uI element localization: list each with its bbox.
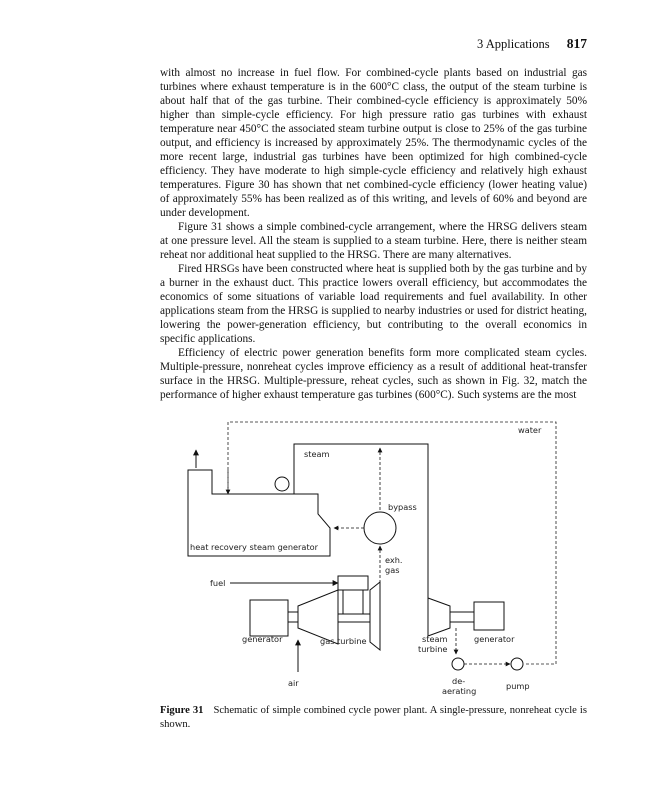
page-number: 817 [566, 36, 587, 51]
label-steam: steam [304, 449, 330, 459]
body-text [160, 66, 587, 402]
label-fuel: fuel [210, 578, 226, 588]
deaerator [452, 658, 464, 670]
label-hrsg: heat recovery steam generator [190, 542, 319, 552]
label-generator-right: generator [474, 634, 515, 644]
paragraph: Efficiency of electric power generation benefits form more complicated steam cycles. Multiple-pressure, nonreheat cycles improve efficiency as a result of additional heat-transfer surface in the HRSG. Multiple-pressure, reheat cycles, such as shown in Fig. 32, match the performance of higher exhaust temperature gas turbines (600°C). Such systems are the most [160, 347, 587, 401]
generator-left [250, 600, 288, 636]
label-bypass: bypass [388, 502, 417, 512]
pump [511, 658, 523, 670]
paragraph: Figure 31 shows a simple combined-cycle arrangement, where the HRSG delivers steam at one pressure level. All the steam is supplied to a steam turbine. Here, there is neither steam reheat nor additional heat supplied to the HRSG. There are many alternatives. [160, 221, 587, 261]
steam-turbine [428, 598, 450, 636]
label-generator-left: generator [242, 634, 283, 644]
caption-label: Figure 31 [160, 705, 204, 716]
running-header [160, 36, 587, 52]
st-shaft [450, 612, 474, 622]
label-deaerating-1: de- [452, 676, 466, 686]
header-section: 3 Applications [477, 37, 550, 51]
gas-turbine [370, 582, 380, 650]
label-exh: exh. [385, 555, 403, 565]
paragraph: with almost no increase in fuel flow. For combined-cycle plants based on industrial gas turbines where exhaust temperature is in the 600°C class, the output of the steam turbine is about half that of the gas turbine. Their combined-cycle efficiency is approximately 50% higher than simple-cycle efficiency. For high pressure ratio gas turbines with exhaust temperature near 450°C the associated steam turbine output is close to 25% of the gas turbine output, and efficiency is increased by approximately 25%. The thermodynamic cycles of the more recent large, industrial gas turbines have been optimized for high combined-cycle efficiency. They have moderate to high simple-cycle efficiency and relatively high exhaust temperatures. Figure 30 has shown that net combined-cycle efficiency (lower heating value) of approximately 55% has been realized as of this writing, and levels of 60% and beyond are under development. [160, 67, 587, 219]
figure-31-schematic [180, 410, 570, 710]
label-steam-turbine-2: turbine [418, 644, 448, 654]
label-steam-turbine-1: steam [422, 634, 448, 644]
steam-drum [275, 477, 289, 491]
label-air: air [288, 678, 299, 688]
combustor [338, 576, 368, 590]
generator-right [474, 602, 504, 630]
shaft-left [288, 612, 298, 622]
label-water: water [518, 425, 542, 435]
label-pump: pump [506, 681, 530, 691]
caption-text: Schematic of simple combined cycle power plant. A single-pressure, nonreheat cycle is shown. [160, 705, 587, 730]
label-gas: gas [385, 565, 400, 575]
figure-caption [160, 704, 587, 731]
gt-shaft [338, 614, 370, 622]
paragraph: Fired HRSGs have been constructed where heat is supplied both by the gas turbine and by a burner in the exhaust duct. This practice lowers overall efficiency, but accommodates the economics of some situations of variable load requirements and fuel availability. In other applications steam from the HRSG is supplied to nearby industries or used for district heating, lowering the power-generation efficiency, but contributing to the overall economics in specific applications. [160, 263, 587, 345]
label-gas-turbine: gas turbine [320, 636, 367, 646]
schematic-diagram [180, 410, 570, 710]
combustor-link [343, 590, 363, 614]
label-deaerating-2: aerating [442, 686, 477, 696]
bypass-damper [364, 512, 396, 544]
